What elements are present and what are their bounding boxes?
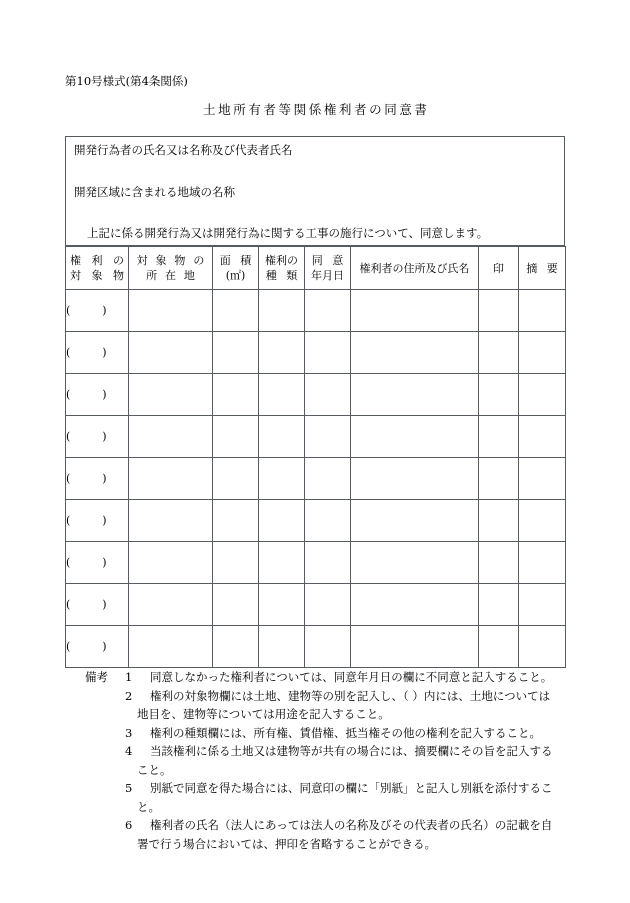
cell-area[interactable] — [213, 626, 259, 668]
declaration-box — [65, 136, 565, 246]
header-line-1: 権利者の住所及び氏名 — [359, 261, 470, 275]
cell-seal[interactable] — [479, 290, 519, 332]
note-line: 権利の対象物欄には土地、建物等の別を記入し、（ ）内には、土地については — [150, 688, 551, 703]
cell-rights-object[interactable]: ( ) — [66, 290, 129, 332]
cell-area[interactable] — [213, 416, 259, 458]
cell-right-type[interactable] — [259, 290, 305, 332]
table-row — [66, 584, 566, 626]
cell-object-location[interactable] — [129, 584, 213, 626]
table-row — [66, 416, 566, 458]
cell-object-location[interactable] — [129, 458, 213, 500]
table-row — [66, 542, 566, 584]
cell-right-type[interactable] — [259, 500, 305, 542]
header-line-1: 対 象 物 の — [136, 254, 207, 267]
note-line: 同意しなかった権利者については、同意年月日の欄に不同意と記入すること。 — [150, 670, 553, 684]
column-header-object-location — [129, 247, 213, 290]
cell-remarks[interactable] — [519, 500, 566, 542]
notes-label: 備考 — [85, 670, 108, 684]
cell-holder-address-name[interactable] — [351, 584, 479, 626]
cell-object-location[interactable] — [129, 290, 213, 332]
note-text — [137, 816, 575, 853]
cell-holder-address-name[interactable] — [351, 542, 479, 584]
cell-remarks[interactable] — [519, 374, 566, 416]
header-line-2: 所 在 地 — [146, 269, 198, 282]
cell-object-location[interactable] — [129, 332, 213, 374]
note-text — [137, 687, 575, 724]
cell-seal[interactable] — [479, 584, 519, 626]
cell-consent-date[interactable] — [305, 500, 351, 542]
column-header-remarks — [519, 247, 566, 290]
header-line-1: 権 利 の — [70, 254, 128, 267]
cell-remarks[interactable] — [519, 626, 566, 668]
header-line-2: 種 類 — [265, 269, 301, 282]
note-item — [65, 668, 575, 687]
cell-object-location[interactable] — [129, 542, 213, 584]
note-item — [65, 742, 575, 779]
note-text — [137, 779, 575, 816]
cell-area[interactable] — [213, 290, 259, 332]
notes-section — [65, 668, 575, 853]
cell-seal[interactable] — [479, 458, 519, 500]
cell-rights-object[interactable]: ( ) — [66, 374, 129, 416]
column-header-area — [213, 247, 259, 290]
cell-remarks[interactable] — [519, 542, 566, 584]
table-row — [66, 374, 566, 416]
note-line: と。 — [137, 799, 160, 814]
note-line: 別紙で同意を得た場合には、同意印の欄に「別紙」と記入し別紙を添付するこ — [150, 781, 553, 795]
note-text — [150, 724, 575, 743]
page-title: 土地所有者等関係権利者の同意書 — [203, 102, 430, 117]
cell-remarks[interactable] — [519, 458, 566, 500]
note-number: 6 — [125, 818, 133, 832]
header-line-1: 同 意 — [311, 254, 347, 267]
header-line-1: 権利の — [265, 254, 298, 267]
cell-area[interactable] — [213, 458, 259, 500]
cell-rights-object[interactable]: ( ) — [66, 332, 129, 374]
cell-area[interactable] — [213, 584, 259, 626]
table-row — [66, 332, 566, 374]
cell-remarks[interactable] — [519, 332, 566, 374]
cell-remarks[interactable] — [519, 584, 566, 626]
cell-right-type[interactable] — [259, 542, 305, 584]
cell-area[interactable] — [213, 542, 259, 584]
table-row — [66, 500, 566, 542]
cell-rights-object[interactable]: ( ) — [66, 458, 129, 500]
note-item — [65, 779, 575, 816]
cell-consent-date[interactable] — [305, 332, 351, 374]
cell-right-type[interactable] — [259, 416, 305, 458]
rights-holders-table — [65, 246, 566, 668]
cell-consent-date[interactable] — [305, 416, 351, 458]
header-line-2: 対 象 物 — [70, 269, 128, 282]
cell-rights-object[interactable]: ( ) — [66, 584, 129, 626]
note-number: 5 — [125, 781, 133, 795]
note-number: 4 — [125, 744, 133, 758]
cell-area[interactable] — [213, 332, 259, 374]
note-line: 署で行う場合においては、押印を省略することができる。 — [137, 836, 436, 851]
column-header-consent-date — [305, 247, 351, 290]
development-area-name-label: 開発区域に含まれる地域の名称 — [74, 185, 235, 199]
header-line-1: 面 積 — [219, 254, 255, 267]
cell-right-type[interactable] — [259, 584, 305, 626]
form-number: 第10号様式(第4条関係) — [65, 74, 188, 88]
header-line-2: 年月日 — [311, 269, 344, 282]
cell-holder-address-name[interactable] — [351, 416, 479, 458]
cell-area[interactable] — [213, 500, 259, 542]
column-header-seal — [479, 247, 519, 290]
table-row — [66, 290, 566, 332]
note-line: 地目を、建物等については用途を記入すること。 — [137, 707, 390, 721]
cell-seal[interactable] — [479, 332, 519, 374]
cell-right-type[interactable] — [259, 374, 305, 416]
column-header-rights-object — [66, 247, 129, 290]
cell-holder-address-name[interactable] — [351, 626, 479, 668]
note-number: 2 — [125, 688, 133, 703]
cell-right-type[interactable] — [259, 458, 305, 500]
column-header-right-type — [259, 247, 305, 290]
cell-rights-object[interactable]: ( ) — [66, 542, 129, 584]
cell-area[interactable] — [213, 374, 259, 416]
note-item — [65, 816, 575, 853]
cell-seal[interactable] — [479, 626, 519, 668]
cell-consent-date[interactable] — [305, 584, 351, 626]
cell-seal[interactable] — [479, 542, 519, 584]
note-line: 当該権利に係る土地又は建物等が共有の場合には、摘要欄にその旨を記入する — [150, 744, 553, 758]
note-number: 3 — [125, 725, 133, 740]
cell-object-location[interactable] — [129, 500, 213, 542]
cell-holder-address-name[interactable] — [351, 374, 479, 416]
notes-list — [65, 668, 575, 853]
cell-object-location[interactable] — [129, 416, 213, 458]
cell-consent-date[interactable] — [305, 542, 351, 584]
cell-right-type[interactable] — [259, 626, 305, 668]
note-line: 権利の種類欄には、所有権、賃借権、抵当権その他の権利を記入すること。 — [150, 725, 541, 740]
cell-rights-object[interactable]: ( ) — [66, 500, 129, 542]
cell-holder-address-name[interactable] — [351, 500, 479, 542]
cell-remarks[interactable] — [519, 290, 566, 332]
note-line: 権利者の氏名（法人にあっては法人の名称及びその代表者の氏名）の記載を自 — [150, 818, 553, 832]
developer-name-label: 開発行為者の氏名又は名称及び代表者氏名 — [74, 143, 293, 157]
table-body — [66, 290, 566, 668]
cell-seal[interactable] — [479, 500, 519, 542]
consent-statement: 上記に係る開発行為又は開発行為に関する工事の施行について、同意します。 — [87, 226, 489, 240]
header-line-1: 摘 要 — [526, 261, 561, 275]
cell-object-location[interactable] — [129, 626, 213, 668]
column-header-holder-address-name — [351, 247, 479, 290]
note-item — [65, 724, 575, 743]
cell-seal[interactable] — [479, 374, 519, 416]
table-header-row — [66, 247, 566, 290]
cell-holder-address-name[interactable] — [351, 332, 479, 374]
cell-consent-date[interactable] — [305, 374, 351, 416]
cell-remarks[interactable] — [519, 416, 566, 458]
note-text — [137, 742, 575, 779]
cell-holder-address-name[interactable] — [351, 458, 479, 500]
header-line-2: (㎡) — [225, 269, 246, 282]
note-line: こと。 — [137, 762, 172, 777]
cell-consent-date[interactable] — [305, 458, 351, 500]
note-number: 1 — [125, 670, 133, 684]
table-row — [66, 458, 566, 500]
cell-consent-date[interactable] — [305, 290, 351, 332]
cell-object-location[interactable] — [129, 374, 213, 416]
cell-consent-date[interactable] — [305, 626, 351, 668]
cell-holder-address-name[interactable] — [351, 290, 479, 332]
table-row — [66, 626, 566, 668]
cell-rights-object[interactable]: ( ) — [66, 416, 129, 458]
cell-rights-object[interactable]: ( ) — [66, 626, 129, 668]
note-item — [65, 687, 575, 724]
header-line-1: 印 — [493, 261, 504, 275]
cell-seal[interactable] — [479, 416, 519, 458]
note-text — [150, 668, 575, 687]
cell-right-type[interactable] — [259, 332, 305, 374]
